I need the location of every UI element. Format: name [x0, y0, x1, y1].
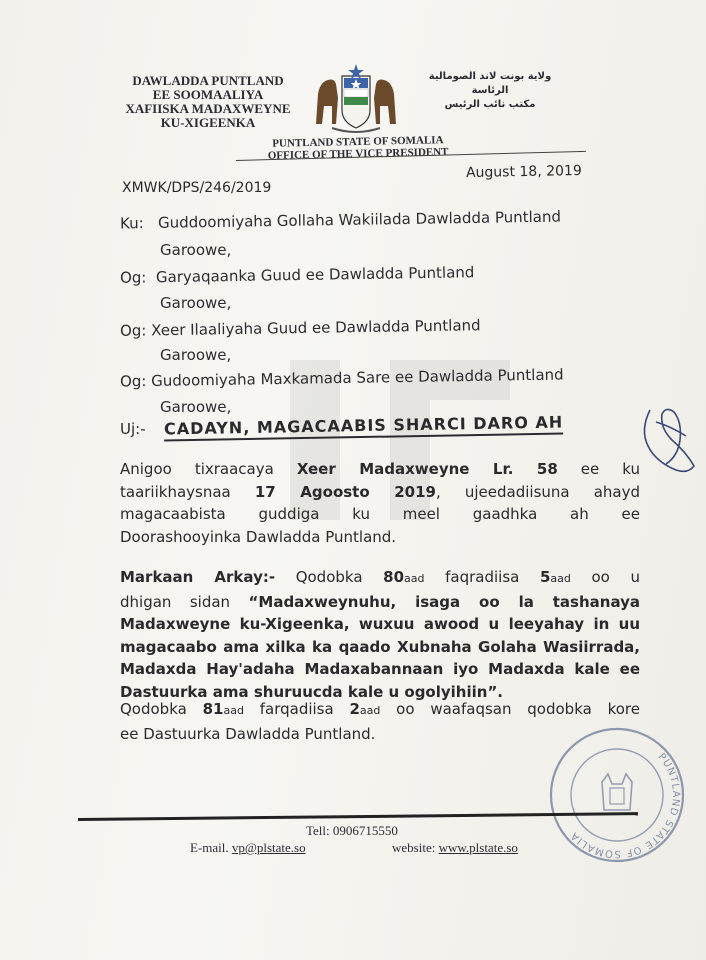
paragraph-2: Markaan Arkay:- Qodobka 80aad faqradiisa 5aad oo u dhigan sidan “Madaxweynuhu, isaga oo la tashanaya Madaxweyne ku-Xigeenka, wuxuu awood u leeyahay in uu magacaabo ama xilka ka qaado Xubnaha Golaha Wasiirrada, Madaxda Hay'adaha Madaxabannaan iyo Madaxda kale ee Dastuurka ama shuruucda kale u ogolyihiin”.: [120, 568, 640, 701]
header-somali-name: DAWLADDA PUNTLAND EE SOOMAALIYA XAFIISKA MADAXWEYNE KU-XIGEENKA: [125, 73, 291, 130]
recipient-city: Garoowe,: [160, 398, 232, 416]
header-arabic-name: ولاية بونت لاند الصومالية الرئاسة مكتب نائب الرئيس: [428, 71, 552, 110]
footer-email: E-mail. vp@plstate.so: [190, 840, 306, 855]
subject-title: CADAYN, MAGACAABIS SHARCI DARO AH: [164, 413, 564, 442]
handwritten-signature: [636, 400, 700, 484]
recipient-line: Og: Garyaqaanka Guud ee Dawladda Puntland: [119, 263, 475, 287]
website-link[interactable]: www.plstate.so: [438, 840, 518, 855]
recipient-line: Og: Gudoomiyaha Maxkamada Sare ee Dawladda Puntland: [119, 365, 564, 391]
official-stamp: [546, 724, 688, 866]
email-link[interactable]: vp@plstate.so: [231, 840, 306, 855]
recipient-city: Garoowe,: [160, 294, 232, 312]
recipient-line: Og: Xeer Ilaaliyaha Guud ee Dawladda Puntland: [119, 316, 481, 340]
paragraph-1: Anigoo tixraacaya Xeer Madaxweyne Lr. 58 ee ku taariikhaysnaa 17 Agoosto 2019, ujeedadiisuna ahayd magacaabista guddiga ku meel gaadhka ah ee Doorashooyinka Dawladda Puntland.: [120, 460, 640, 546]
svg-text:PUNTLAND STATE OF SOMALIA: PUNTLAND STATE OF SOMALIA: [568, 751, 682, 860]
recipient-line: Ku: Guddoomiyaha Gollaha Wakiilada Dawladda Puntland: [119, 207, 562, 233]
reference-number: XMWK/DPS/246/2019: [122, 180, 272, 196]
footer-phone: Tell: 0906715550: [306, 823, 398, 838]
recipient-city: Garoowe,: [160, 241, 232, 259]
paragraph-3: Qodobka 81aad farqadiisa 2aad oo waafaqsan qodobka kore ee Dastuurka Dawladda Puntland.: [120, 700, 640, 743]
footer-website: website: www.plstate.so: [392, 840, 518, 855]
subject-prefix: Uj:-: [120, 420, 146, 438]
puntland-emblem-icon: [308, 64, 404, 134]
letter-date: August 18, 2019: [465, 162, 582, 182]
recipient-city: Garoowe,: [160, 346, 232, 364]
header-english-name: PUNTLAND STATE OF SOMALIA OFFICE OF THE VICE PRESIDENT: [267, 134, 449, 162]
